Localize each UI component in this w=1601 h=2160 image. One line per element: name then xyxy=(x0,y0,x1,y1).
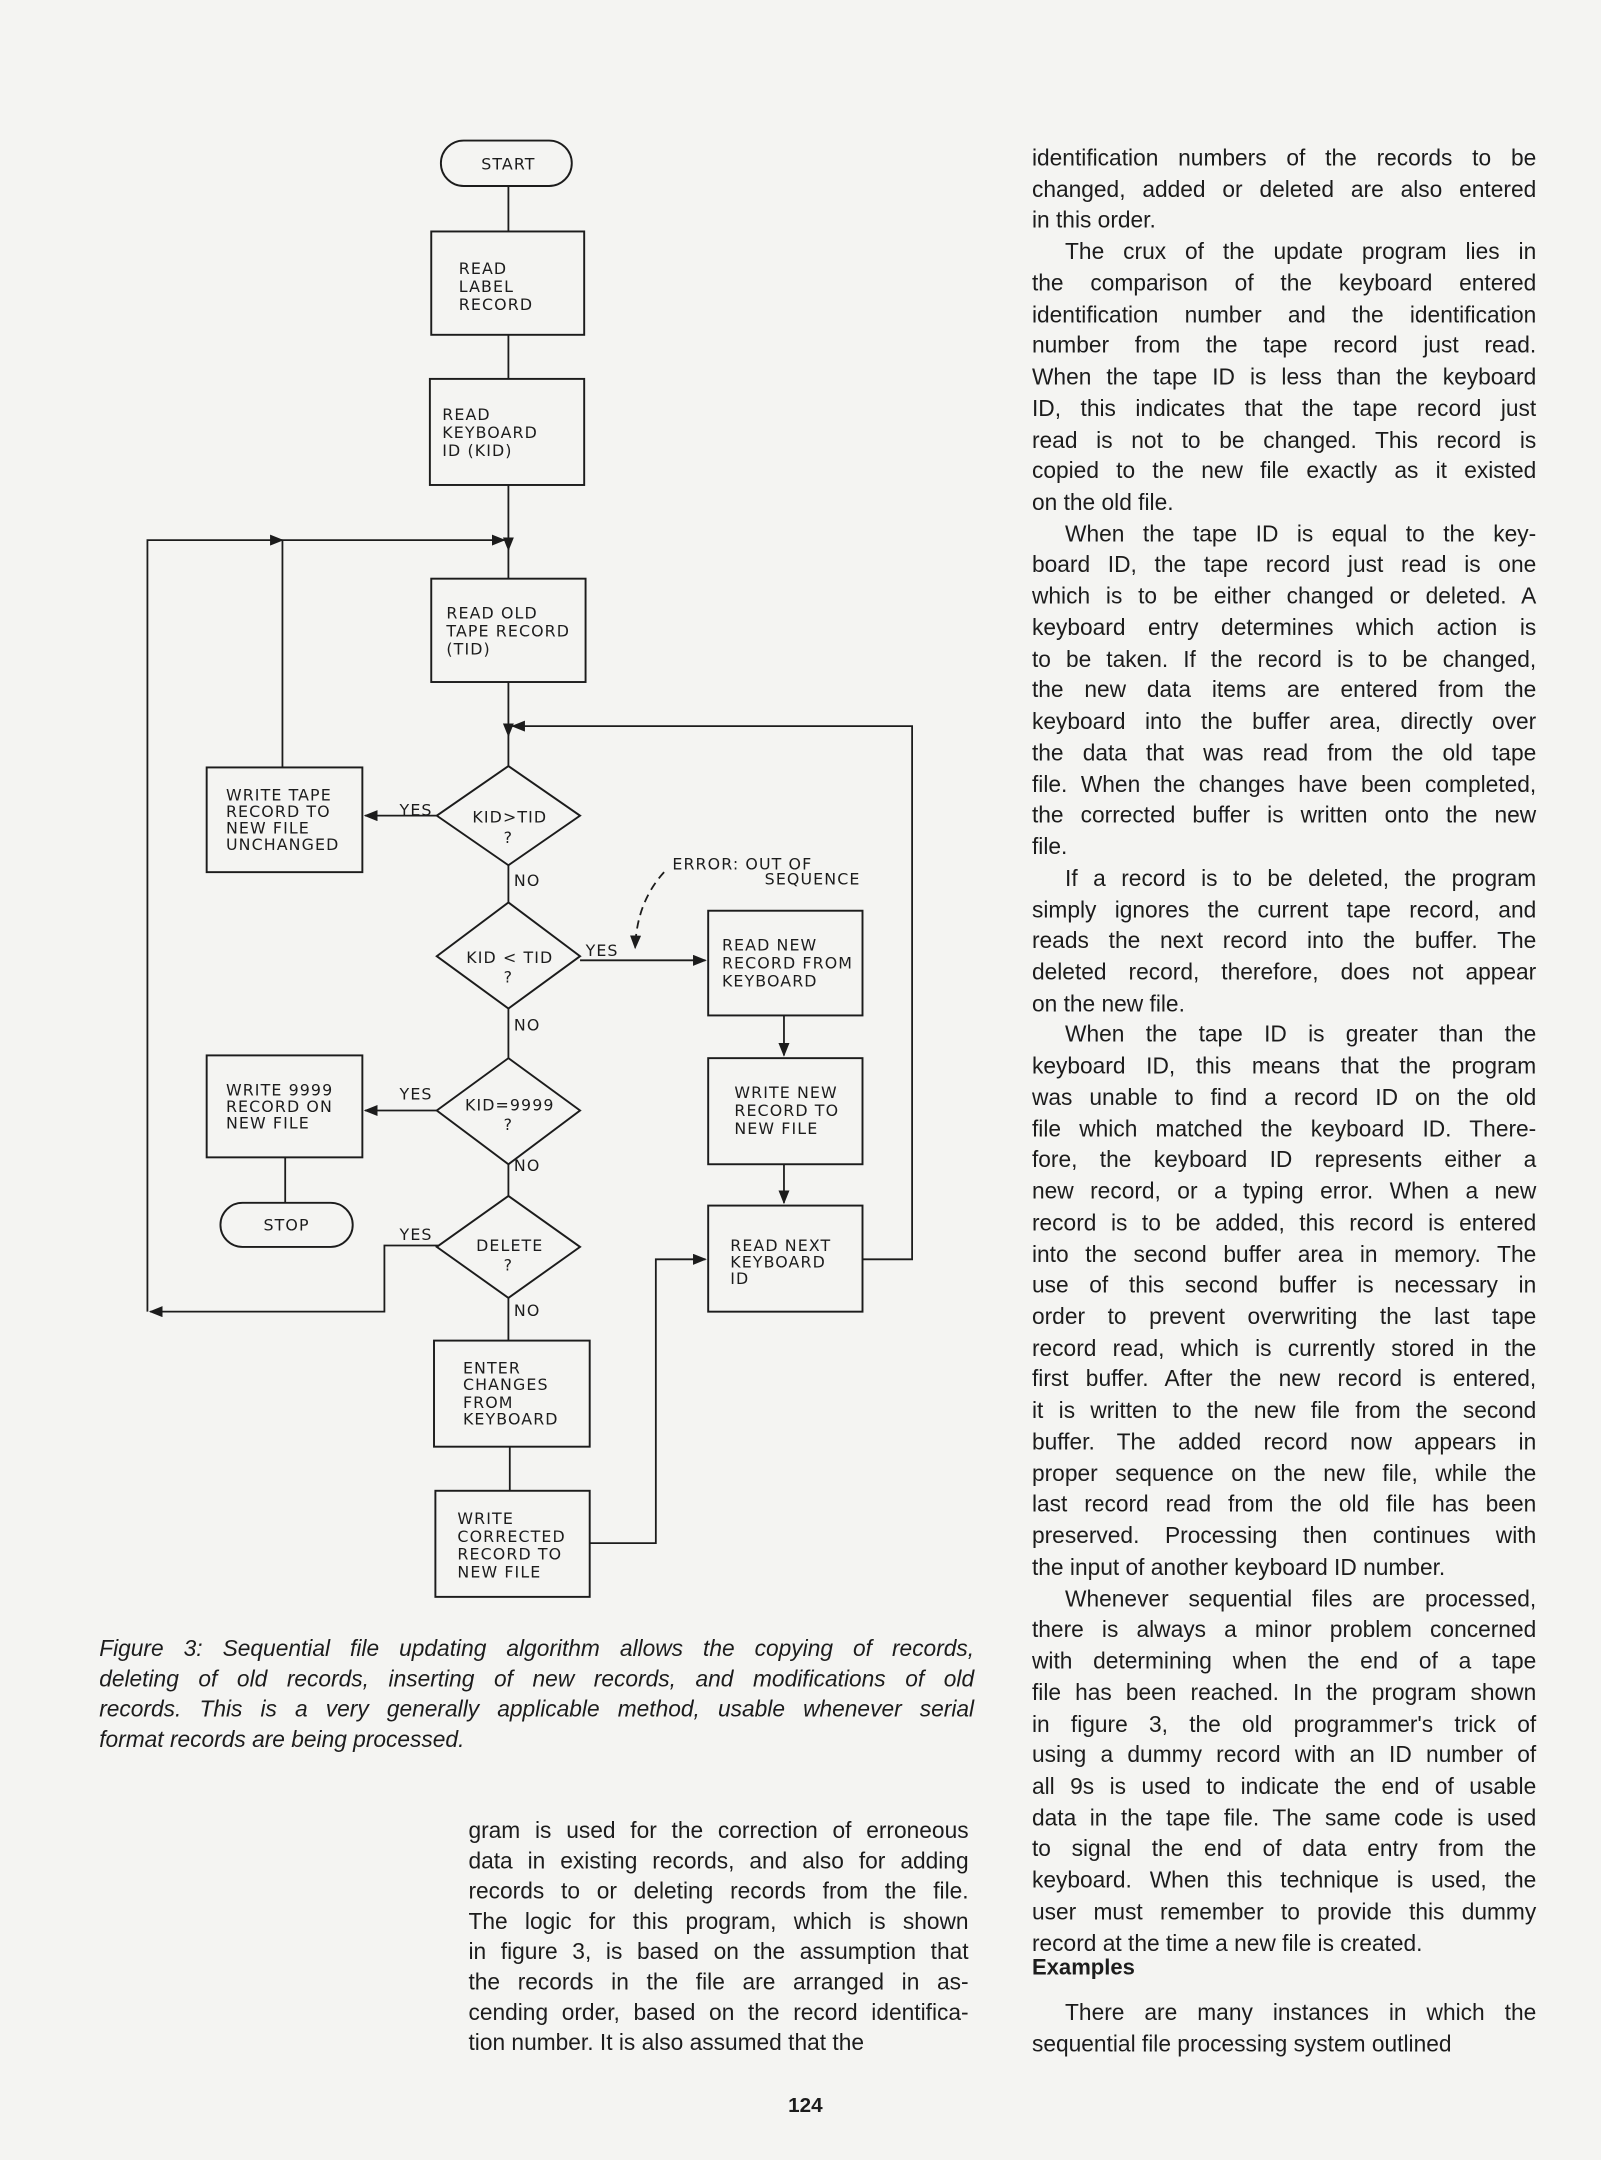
text-line: deleted record, therefore, does not appear xyxy=(1031,960,1537,986)
read-old-tape-record-text: READ OLD TAPE RECORD (TID) xyxy=(446,603,571,659)
text-line: record is to be added, this record is entered xyxy=(1031,1210,1537,1236)
write-tape-record-text: WRITE TAPE RECORD TO NEW FILE UNCHANGED xyxy=(225,785,340,855)
text-line: in this order. xyxy=(1031,208,1156,234)
text-line: use of this second buffer is necessary in xyxy=(1031,1273,1537,1299)
text-line: The logic for this program, which is shown xyxy=(468,1909,969,1935)
text-line: sequential file processing system outlined xyxy=(1031,2031,1452,2057)
write-new-record-text: WRITE NEW RECORD TO NEW FILE xyxy=(734,1083,840,1138)
text-line: records to or deleting records from the file. xyxy=(468,1879,969,1905)
no-label: NO xyxy=(513,1156,541,1176)
text-line: buffer. The added record now appears in xyxy=(1031,1430,1537,1455)
read-next-keyboard-id-text: READ NEXT KEYBOARD ID xyxy=(730,1236,832,1289)
text-line: data in the tape file. The same code is used xyxy=(1031,1805,1537,1831)
text-line: Whenever sequential files are processed, xyxy=(1065,1586,1537,1612)
text-line: fore, the keyboard ID represents either a xyxy=(1031,1148,1537,1174)
write-9999-text: WRITE 9999 RECORD ON NEW FILE xyxy=(225,1080,334,1133)
text-line: it is written to the new file from the second xyxy=(1031,1398,1537,1424)
start-label: START xyxy=(481,154,536,174)
text-line: The crux of the update program lies in xyxy=(1065,239,1537,265)
text-line: keyboard. When this technique is used, the xyxy=(1031,1868,1537,1894)
text-line: in figure 3, is based on the assumption that xyxy=(468,1939,969,1965)
text-line: read is not to be changed. This record is xyxy=(1031,427,1537,453)
text-line: When the tape ID is equal to the key- xyxy=(1065,521,1537,547)
read-new-record-text: READ NEW RECORD FROM KEYBOARD xyxy=(721,935,854,991)
text-line: into the second buffer area in memory. The xyxy=(1031,1242,1537,1267)
text-line: the corrected buffer is written onto the new xyxy=(1031,803,1537,829)
text-line: copied to the new file exactly as it existed xyxy=(1031,459,1537,485)
text-line: preserved. Processing then continues with xyxy=(1031,1523,1537,1549)
text-line: file which matched the keyboard ID. There- xyxy=(1031,1116,1537,1142)
read-keyboard-id-text: READ KEYBOARD ID (KID) xyxy=(442,405,538,461)
page-number: 124 xyxy=(788,2094,823,2118)
text-line: the input of another keyboard ID number. xyxy=(1031,1555,1446,1581)
text-line: the new data items are entered from the xyxy=(1031,678,1537,704)
text-line: the records in the file are arranged in as- xyxy=(468,1970,969,1996)
text-line: When the tape ID is less than the keyboard xyxy=(1031,365,1537,391)
text-line: keyboard into the buffer area, directly over xyxy=(1031,709,1537,735)
text-line: file. xyxy=(1031,835,1068,860)
text-line: ID, this indicates that the tape record just xyxy=(1031,396,1537,422)
no-label: NO xyxy=(513,870,541,890)
text-line: tion number. It is also assumed that the xyxy=(468,2030,864,2056)
yes-label: YES xyxy=(399,1084,433,1104)
yes-label: YES xyxy=(399,1225,433,1245)
text-line: identification number and the identification xyxy=(1031,302,1537,328)
no-label: NO xyxy=(513,1300,541,1320)
enter-changes-text: ENTER CHANGES FROM KEYBOARD xyxy=(462,1358,559,1429)
read-label-record-text: READ LABEL RECORD xyxy=(458,259,534,315)
text-line: number from the tape record just read. xyxy=(1031,333,1537,359)
text-line: order to prevent overwriting the last tape xyxy=(1031,1304,1537,1330)
text-line: was unable to find a record ID on the old xyxy=(1031,1085,1537,1111)
text-line: with determining when the end of a tape xyxy=(1031,1649,1537,1675)
text-line: There are many instances in which the xyxy=(1065,2000,1537,2026)
text-line: changed, added or deleted are also entered xyxy=(1031,177,1537,203)
decision-kid-lt-tid-text: KID < TID ? xyxy=(466,948,554,987)
text-line: user must remember to provide this dummy xyxy=(1031,1899,1537,1925)
text-line: keyboard ID, this means that the program xyxy=(1031,1054,1537,1080)
write-corrected-record-text: WRITE CORRECTED RECORD TO NEW FILE xyxy=(457,1508,566,1582)
text-line: record read, which is currently stored in the xyxy=(1031,1336,1537,1361)
text-line: last record read from the old file has been xyxy=(1031,1492,1537,1518)
text-line: to signal the end of data entry from the xyxy=(1031,1837,1537,1862)
text-line: there is always a minor problem concerned xyxy=(1031,1617,1537,1643)
text-line: first buffer. After the new record is entered, xyxy=(1031,1367,1537,1393)
text-line: When the tape ID is greater than the xyxy=(1065,1022,1537,1048)
text-line: all 9s is used to indicate the end of usable xyxy=(1031,1774,1537,1800)
stop-label: STOP xyxy=(263,1215,310,1235)
text-line: proper sequence on the new file, while the xyxy=(1031,1461,1537,1487)
decision-kid-gt-tid-text: KID>TID ? xyxy=(472,807,548,848)
figure-caption-line: format records are being processed. xyxy=(99,1727,465,1753)
text-line: board ID, the tape record just read is one xyxy=(1031,553,1537,578)
text-line: reads the next record into the buffer. The xyxy=(1031,928,1537,954)
figure-caption-line: deleting of old records, inserting of new records, and modifications of old xyxy=(99,1667,975,1692)
text-line: in figure 3, the old programmer's trick of xyxy=(1031,1711,1537,1737)
figure-caption-line: Figure 3: Sequential file updating algorithm allows the copying of records, xyxy=(99,1636,975,1662)
text-line: new record, or a typing error. When a new xyxy=(1031,1179,1537,1205)
text-line: the comparison of the keyboard entered xyxy=(1031,271,1537,297)
text-line: on the new file. xyxy=(1031,991,1185,1017)
text-line: which is to be either changed or deleted. A xyxy=(1031,584,1537,610)
text-line: on the old file. xyxy=(1031,490,1174,516)
figure-caption-line: records. This is a very generally applicable method, usable whenever serial xyxy=(99,1697,975,1723)
decision-delete-text: DELETE ? xyxy=(476,1236,544,1275)
text-line: If a record is to be deleted, the program xyxy=(1065,866,1537,892)
text-line: data in existing records, and also for adding xyxy=(468,1849,969,1874)
text-line: cending order, based on the record identifica- xyxy=(468,2000,969,2026)
text-line: the data that was read from the old tape xyxy=(1031,741,1537,766)
text-line: using a dummy record with an ID number of xyxy=(1031,1743,1537,1769)
text-line: keyboard entry determines which action is xyxy=(1031,615,1537,641)
text-line: record at the time a new file is created. xyxy=(1031,1931,1423,1956)
text-line: gram is used for the correction of erroneous xyxy=(468,1818,969,1844)
text-line: to be taken. If the record is to be changed, xyxy=(1031,647,1537,672)
error-note: ERROR: OUT OF SEQUENCE xyxy=(672,854,861,889)
yes-label: YES xyxy=(399,800,433,820)
text-line: file has been reached. In the program shown xyxy=(1031,1680,1537,1706)
no-label: NO xyxy=(513,1015,541,1035)
error-dashed-arrow xyxy=(635,872,664,948)
text-line: identification numbers of the records to be xyxy=(1031,146,1537,171)
section-heading: Examples xyxy=(1031,1956,1135,1980)
text-line: simply ignores the current tape record, and xyxy=(1031,897,1537,923)
decision-kid-eq-9999-text: KID=9999 ? xyxy=(464,1095,555,1134)
text-line: file. When the changes have been completed, xyxy=(1031,772,1537,798)
yes-label: YES xyxy=(585,941,619,961)
